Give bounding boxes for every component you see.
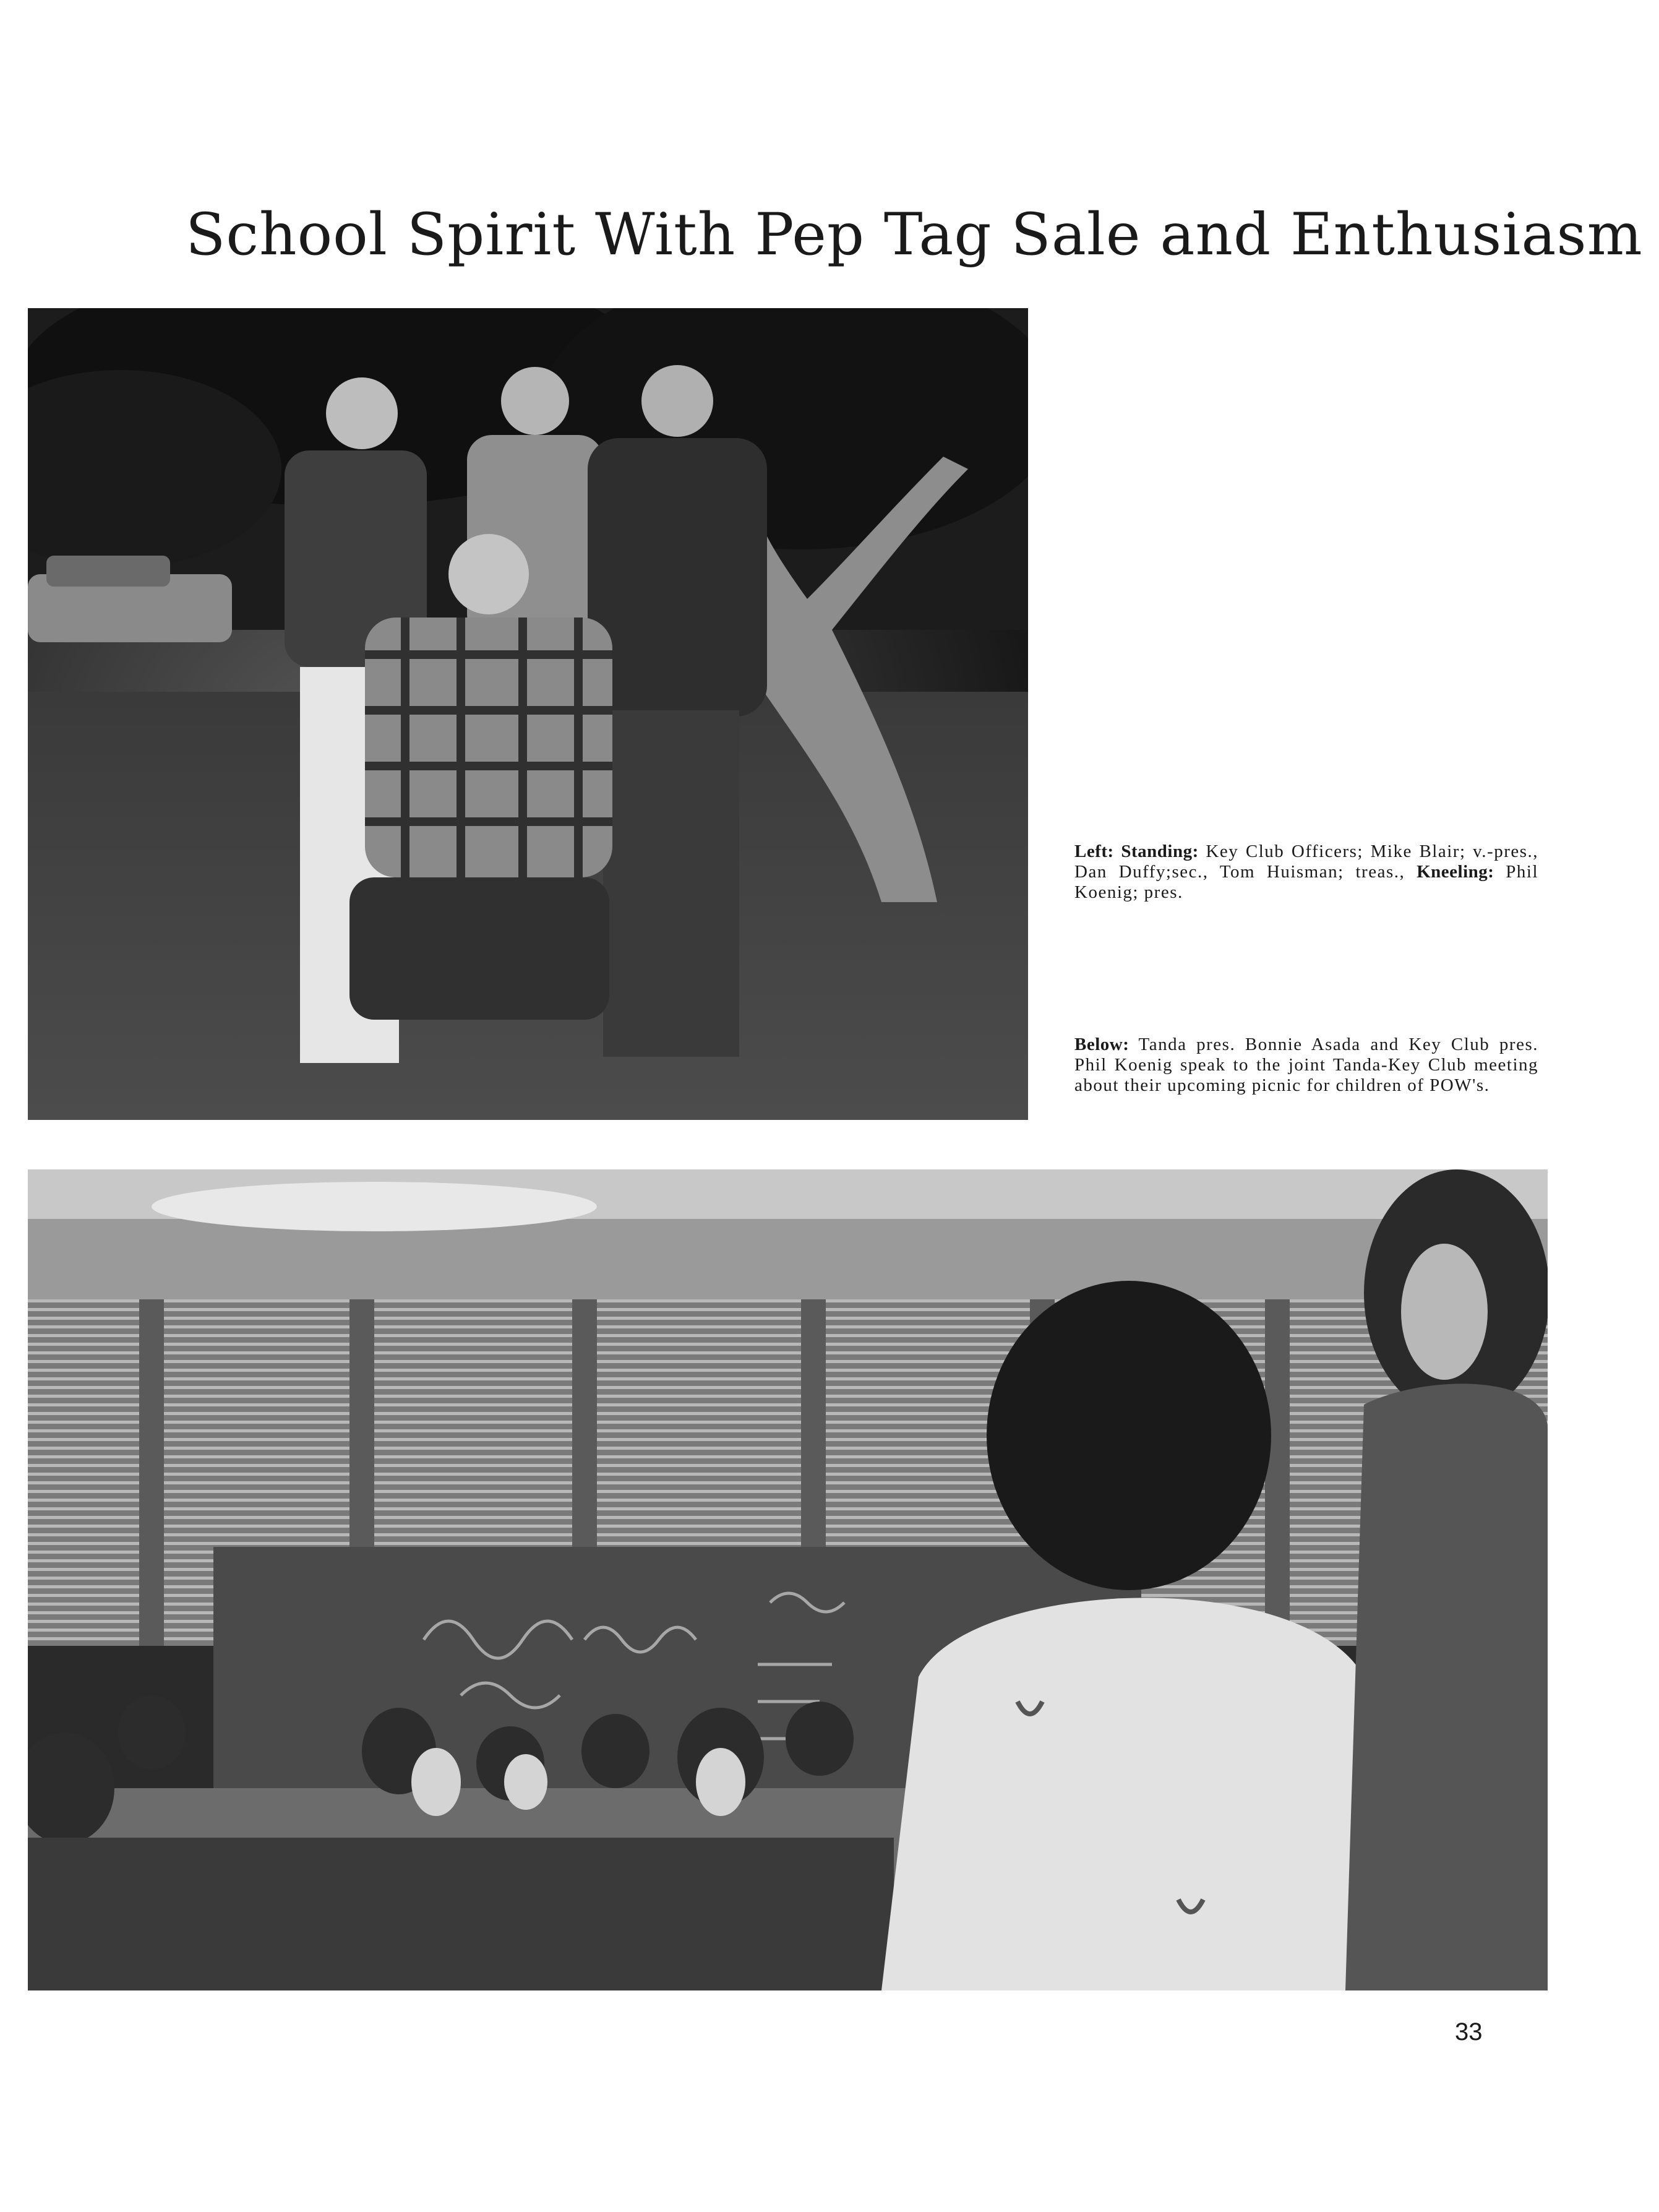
- club-meeting-photo-image: [28, 1169, 1548, 1990]
- caption-left-lead: Left:: [1074, 841, 1114, 861]
- caption-kneeling-text: Phil Koenig; pres.: [1074, 862, 1539, 902]
- caption-left: [1074, 841, 1538, 903]
- club-meeting-photo: [28, 1169, 1548, 1990]
- page-title: School Spirit With Pep Tag Sale and Enthusiasm: [186, 200, 1643, 269]
- caption-kneeling-label: Kneeling:: [1417, 862, 1494, 882]
- caption-below-text: Tanda pres. Bonnie Asada and Key Club pres. Phil Koenig speak to the joint Tanda-Key Club meeting about their upcoming picnic for children of POW's.: [1074, 1035, 1538, 1095]
- caption-standing-label: Standing:: [1121, 841, 1199, 861]
- page-number: 33: [1455, 2018, 1483, 2046]
- caption-standing-text: Key Club Officers; Mike Blair; v.-pres., Dan Duffy;sec., Tom Huisman; treas.,: [1074, 841, 1539, 882]
- key-club-officers-photo-image: [28, 308, 1028, 1120]
- caption-below: [1074, 1035, 1538, 1096]
- key-club-officers-photo: [28, 308, 1028, 1120]
- caption-below-lead: Below:: [1074, 1035, 1130, 1054]
